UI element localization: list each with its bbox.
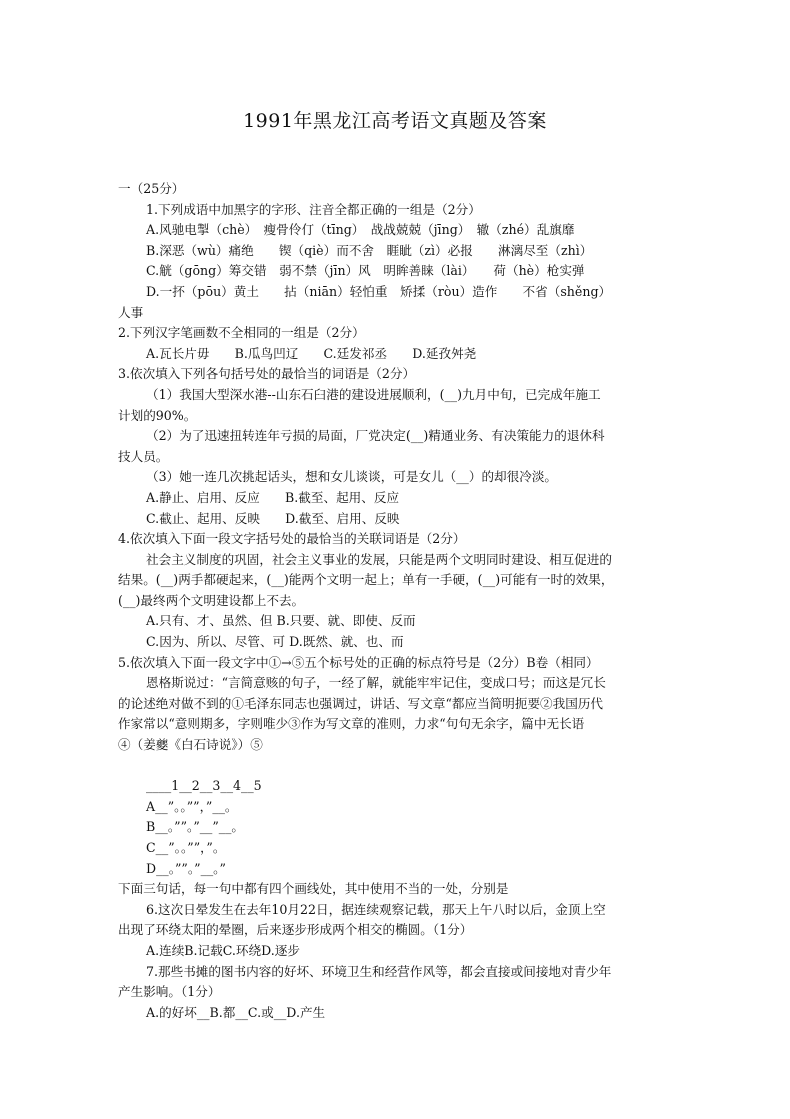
text-line: C__”。。””，”。 (146, 840, 226, 855)
text-line: 社会主义制度的巩固，社会主义事业的发展，只能是两个文明同时建设、相互促进的 (146, 551, 612, 567)
text-line: （2）为了迅速扭转连年亏损的局面，厂党决定(__)精通业务、有决策能力的退休科 (146, 428, 605, 444)
text-line: C.觥（gōng）筹交错 弱不禁（jīn）风 明眸善睐（lài） 荷（hè）枪实弹 (146, 263, 585, 279)
text-line: A.只有、才、虽然、但 B.只要、就、即使、反而 (146, 613, 416, 629)
text-line: 7.那些书摊的图书内容的好坏、环境卫生和经营作风等，都会直接或间接地对青少年 (146, 963, 612, 979)
text-line: B__。””。”__”__。 (146, 819, 244, 835)
text-line: 计划的90%。 (118, 407, 197, 423)
text-line: 3.依次填入下列各句括号处的最恰当的词语是（2分） (118, 366, 416, 382)
text-line: (__)最终两个文明建设都上不去。 (118, 592, 305, 608)
text-line: 1.下列成语中加黑字的字形、注音全都正确的一组是（2分） (146, 201, 481, 217)
text-line: A.静止、启用、反应 B.截至、起用、反应 (146, 489, 400, 505)
text-line: A.连续B.记载C.环绕D.逐步 (146, 942, 300, 958)
text-line: 6.这次日晕发生在去年10月22日，据连续观察记载，那天上午八时以后，金顶上空 (146, 901, 606, 917)
text-line: 下面三句话，每一句中都有四个画线处，其中使用不当的一处，分别是 (118, 881, 509, 897)
text-line: 作家常以“意则期多，字则唯少③作为写文章的准则，力求“句句无余字，篇中无长语 (118, 716, 585, 732)
text-line: C.截止、起用、反映 D.截至、启用、反映 (146, 510, 400, 526)
text-line: 恩格斯说过：“言简意赅的句子，一经了解，就能牢牢记住，变成口号；而这是冗长 (146, 675, 606, 691)
text-line: D.一抔（pōu）黄土 拈（niān）轻怕重 矫揉（ròu）造作 不省（shěng） (146, 283, 612, 299)
text-line: B.深恶（wù）痛绝 锲（qiè）而不舍 睚眦（zì）必报 淋漓尽至（zhì） (146, 242, 593, 258)
text-line: 产生影响。（1分） (118, 984, 221, 1000)
text-line: （1）我国大型深水港--山东石臼港的建设进展顺利，(__)九月中旬，已完成年施工 (146, 386, 601, 402)
text-line: ____1__2__3__4__5 (146, 778, 262, 794)
text-line: 人事 (118, 304, 144, 320)
text-line: 4.依次填入下面一段文字括号处的最恰当的关联词语是（2分） (118, 531, 466, 547)
text-line: 5.依次填入下面一段文字中①→⑤五个标号处的正确的标点符号是（2分）B卷（相同） (118, 654, 599, 670)
document-body (118, 179, 678, 1023)
text-line: D__。””。”__。” (146, 860, 226, 876)
text-line: C.因为、所以、尽管、可 D.既然、就、也、而 (146, 634, 404, 650)
text-line: A.瓦长片毋 B.瓜鸟凹辽 C.廷发祁丞 D.延孜舛尧 (146, 345, 477, 361)
text-line: 出现了环绕太阳的晕圈，后来逐步形成两个相交的椭圆。（1分） (118, 922, 473, 938)
text-line: 结果。(__)两手都硬起来，(__)能两个文明一起上；单有一手硬，(__)可能有一时的效果， (118, 572, 614, 588)
text-line: A.的好坏__B.都__C.或__D.产生 (146, 1004, 326, 1020)
text-line: 技人员。 (118, 448, 169, 464)
text-line: 一（25分） (118, 181, 185, 196)
text-line: A__”。。””，”__。 (146, 798, 238, 814)
text-line: 2.下列汉字笔画数不全相同的一组是（2分） (118, 325, 365, 341)
document-title: 1991年黑龙江高考语文真题及答案 (243, 110, 547, 132)
text-line: ④（姜夔《白石诗说》）⑤ (118, 737, 263, 753)
text-line (118, 756, 678, 777)
text-line: （3）她一连几次挑起话头，想和女儿谈谈，可是女儿（__）的却很冷淡。 (146, 469, 558, 485)
text-line: A.风驰电掣（chè） 瘦骨伶仃（tīng） 战战兢兢（jīng） 辙（zhé）乱旗靡 (146, 222, 575, 238)
text-line: 的论述绝对做不到的①毛泽东同志也强调过，讲话、写文章“都应当简明扼要②我国历代 (118, 695, 604, 711)
